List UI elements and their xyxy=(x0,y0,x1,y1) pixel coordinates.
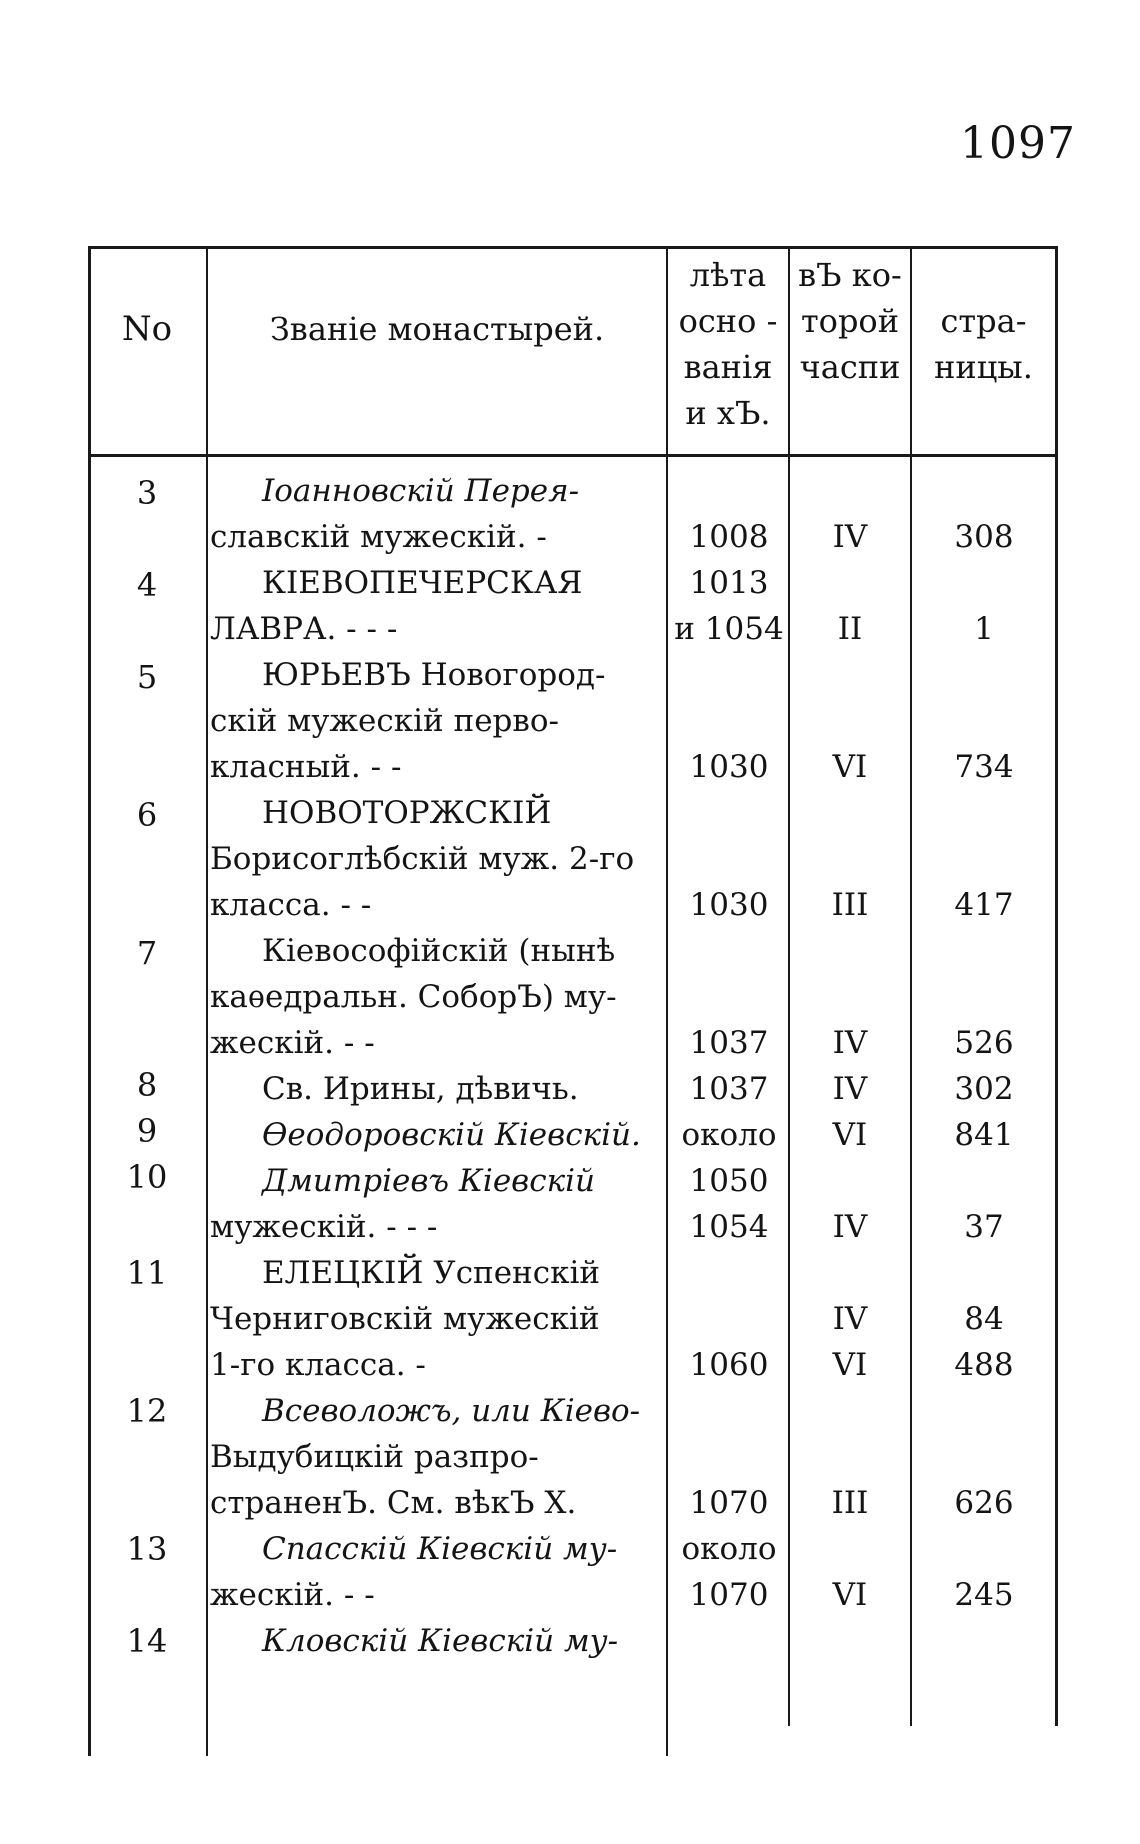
row-page xyxy=(914,1296,1054,1388)
row-title-line: славскій мужескій. - xyxy=(210,519,547,555)
row-part xyxy=(790,1296,910,1388)
row-year: 1037 xyxy=(689,1025,769,1061)
header-name: Званіе монастырей. xyxy=(269,310,605,348)
column-divider-1 xyxy=(206,246,208,1756)
row-title-line: Ѳеодоровскій Кіевскій. xyxy=(262,1117,641,1153)
row-title-line: Св. Ирины, дѣвичь. xyxy=(262,1071,579,1107)
row-number: 9 xyxy=(136,1112,158,1150)
row-title-line: ЛАВРА. - - - xyxy=(210,611,398,647)
row-year: около xyxy=(681,1117,777,1153)
row-year: 1037 xyxy=(689,1071,769,1107)
row-year-line: 1054 xyxy=(689,1209,769,1245)
row-number: 13 xyxy=(126,1530,168,1568)
row-title-line: НОВОТОРЖСКІЙ xyxy=(262,795,552,831)
row-year-line: 1013 xyxy=(689,565,769,601)
row-part: III xyxy=(831,1485,869,1521)
header-page xyxy=(912,298,1055,390)
row-year xyxy=(670,560,788,652)
row-number: 6 xyxy=(136,796,158,834)
row-year xyxy=(670,1526,788,1618)
row-part-line: IV xyxy=(832,1301,868,1337)
row-number: 10 xyxy=(126,1158,168,1196)
row-title-line: Спасскій Кіевскій му- xyxy=(262,1531,618,1567)
row-year: 1008 xyxy=(689,519,769,555)
row-title xyxy=(210,1618,755,1664)
row-year xyxy=(670,1158,788,1250)
row-year: 1030 xyxy=(689,887,769,923)
row-title-line: скій мужескій перво- xyxy=(210,703,559,739)
row-number: 4 xyxy=(136,566,158,604)
row-page: 1 xyxy=(974,611,994,647)
row-title-line: Іоанновскій Перея- xyxy=(262,473,580,509)
row-title-line: каѳедральн. СоборЪ) му- xyxy=(210,979,617,1015)
column-divider-4 xyxy=(910,246,912,1726)
header-year-line: осно - xyxy=(678,302,778,340)
row-part-line: VI xyxy=(832,1347,868,1383)
row-number: 8 xyxy=(136,1066,158,1104)
row-title-line: Дмитріевъ Кіевскій xyxy=(262,1163,595,1199)
page-number: 1097 xyxy=(960,118,1076,169)
row-title-line: ЕЛЕЦКІЙ Успенскій xyxy=(262,1255,601,1291)
row-number: 7 xyxy=(136,934,158,972)
row-title-line: Выдубицкій разпро- xyxy=(210,1439,539,1475)
header-part-line: вЪ ко- xyxy=(798,256,902,294)
row-title-line: жескій. - - xyxy=(210,1577,375,1613)
row-title-line: Кіевософійскій (нынѣ xyxy=(262,933,616,969)
header-page-line: стра- xyxy=(940,302,1027,340)
header-year-line: ванія xyxy=(683,348,773,386)
row-year-line: 1070 xyxy=(689,1577,769,1613)
row-part: IV xyxy=(832,1209,868,1245)
row-page: 841 xyxy=(954,1117,1014,1153)
row-number: 11 xyxy=(126,1254,168,1292)
row-page: 245 xyxy=(954,1577,1014,1613)
row-page: 302 xyxy=(954,1071,1014,1107)
row-title-line: класса. - - xyxy=(210,887,372,923)
row-title-line: Всеволожъ, или Кіево- xyxy=(262,1393,641,1429)
row-page: 37 xyxy=(964,1209,1004,1245)
header-bottom-rule xyxy=(88,454,1058,457)
row-part: VI xyxy=(832,1577,868,1613)
table-right-border xyxy=(1055,246,1058,1726)
row-title-line: 1-го класса. - xyxy=(210,1347,426,1383)
row-page: 417 xyxy=(954,887,1014,923)
row-title-line: ЮРЬЕВЪ Новогород- xyxy=(262,657,606,693)
row-page: 734 xyxy=(954,749,1014,785)
header-year xyxy=(668,252,788,436)
row-page-line: 84 xyxy=(964,1301,1004,1337)
row-part: IV xyxy=(832,1071,868,1107)
row-number: 5 xyxy=(136,658,158,696)
header-part xyxy=(790,252,910,390)
header-page-line: ницы. xyxy=(934,348,1033,386)
row-title-line: класный. - - xyxy=(210,749,402,785)
row-year: 1030 xyxy=(689,749,769,785)
row-title-line: жескій. - - xyxy=(210,1025,375,1061)
header-year-line: лѣта xyxy=(689,256,767,294)
header-year-line: и хЪ. xyxy=(685,394,771,432)
row-number: 3 xyxy=(136,474,158,512)
row-year-line: 1050 xyxy=(689,1163,769,1199)
row-part: IV xyxy=(832,1025,868,1061)
monastery-table xyxy=(88,246,1058,1756)
row-year-line: и 1054 xyxy=(674,611,784,647)
row-page: 626 xyxy=(954,1485,1014,1521)
row-title-line: Кловскій Кіевскій му- xyxy=(262,1623,619,1659)
row-page: 308 xyxy=(954,519,1014,555)
row-part: IV xyxy=(832,519,868,555)
row-number: 14 xyxy=(126,1622,168,1660)
row-title-line: Борисоглѣбскій муж. 2-го xyxy=(210,841,635,877)
row-part: VI xyxy=(832,1117,868,1153)
row-title-line: КІЕВОПЕЧЕРСКАЯ xyxy=(262,565,583,601)
row-part: II xyxy=(837,611,863,647)
row-page: 526 xyxy=(954,1025,1014,1061)
row-title-line: мужескій. - - - xyxy=(210,1209,438,1245)
row-page-line: 488 xyxy=(954,1347,1014,1383)
row-part: III xyxy=(831,887,869,923)
row-title-line: страненЪ. См. вѣкЪ X. xyxy=(210,1485,577,1521)
header-part-line: торой xyxy=(800,302,900,340)
row-part: VI xyxy=(832,749,868,785)
row-year: 1060 xyxy=(689,1347,769,1383)
row-number: 12 xyxy=(126,1392,168,1430)
row-year: 1070 xyxy=(689,1485,769,1521)
header-no: No xyxy=(121,309,173,349)
row-year-line: около xyxy=(681,1531,777,1567)
table-top-rule xyxy=(88,246,1058,249)
row-title-line: Черниговскій мужескій xyxy=(210,1301,600,1337)
header-part-line: часпи xyxy=(799,348,901,386)
